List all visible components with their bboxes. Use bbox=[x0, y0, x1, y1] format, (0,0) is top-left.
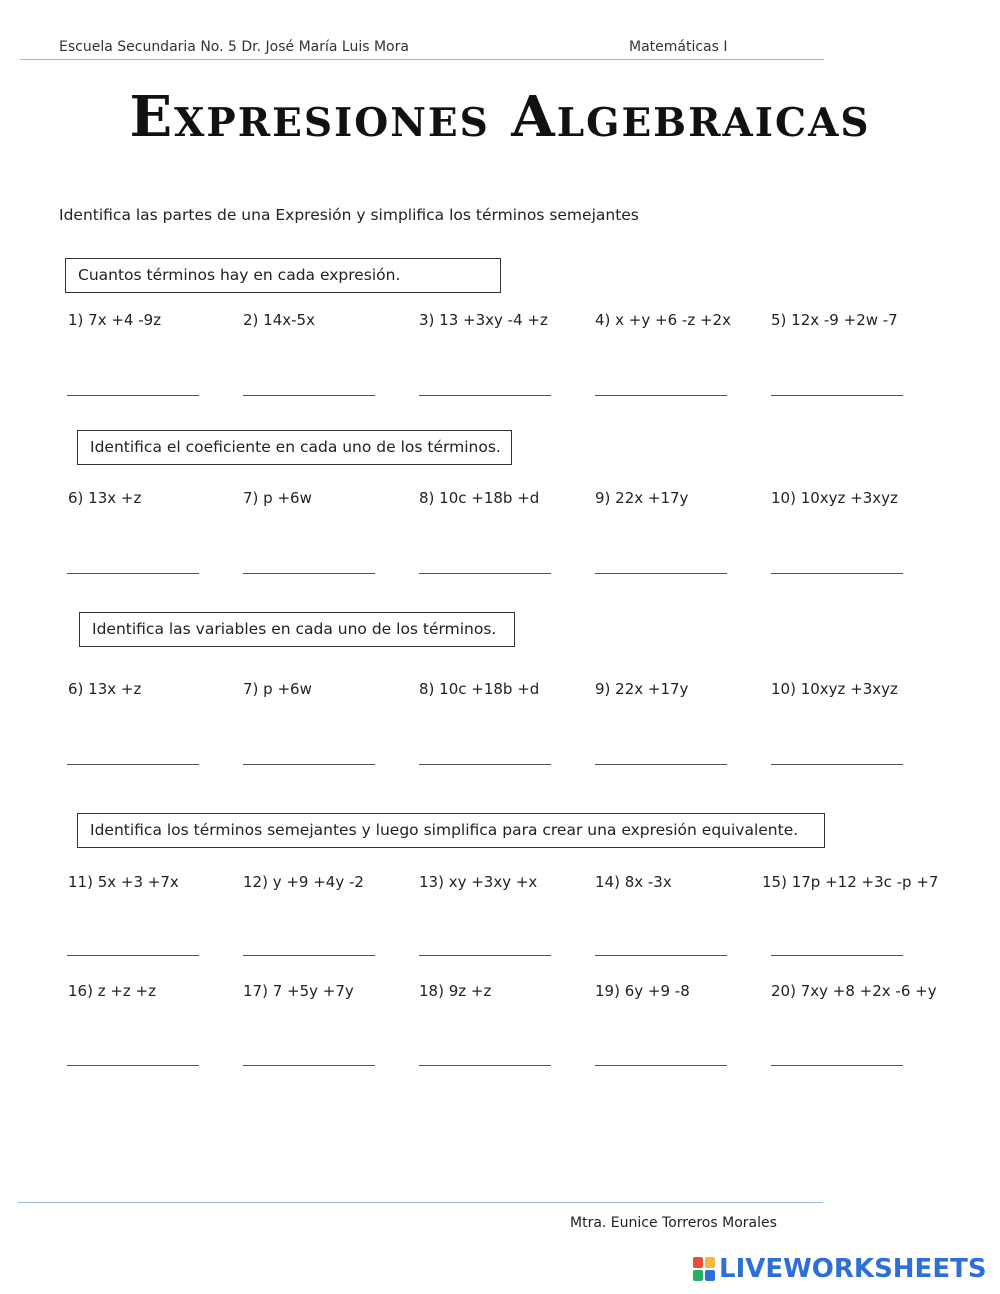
answer-field-16[interactable] bbox=[67, 1047, 199, 1066]
answer-field-12[interactable] bbox=[243, 937, 375, 956]
answer-field-5[interactable] bbox=[771, 377, 903, 396]
exercise-15: 15) 17p +12 +3c -p +7 bbox=[762, 873, 939, 891]
answer-field-20[interactable] bbox=[771, 1047, 903, 1066]
exercise-14: 14) 8x -3x bbox=[595, 873, 672, 891]
exercise-7: 7) p +6w bbox=[243, 489, 312, 507]
answer-field-11[interactable] bbox=[67, 937, 199, 956]
exercise-6b: 6) 13x +z bbox=[68, 680, 142, 698]
liveworksheets-logo[interactable] bbox=[693, 1254, 987, 1284]
exercise-16: 16) z +z +z bbox=[68, 982, 157, 1000]
answer-field-15[interactable] bbox=[771, 937, 903, 956]
answer-field-7b[interactable] bbox=[243, 746, 375, 765]
answer-field-6b[interactable] bbox=[67, 746, 199, 765]
answer-field-9[interactable] bbox=[595, 555, 727, 574]
answer-field-8[interactable] bbox=[419, 555, 551, 574]
answer-field-10[interactable] bbox=[771, 555, 903, 574]
answer-field-18[interactable] bbox=[419, 1047, 551, 1066]
answer-field-4[interactable] bbox=[595, 377, 727, 396]
answer-field-17[interactable] bbox=[243, 1047, 375, 1066]
teacher-name: Mtra. Eunice Torreros Morales bbox=[570, 1215, 777, 1231]
section-2-instruction: Identifica el coeficiente en cada uno de los términos. bbox=[77, 430, 512, 465]
exercise-9: 9) 22x +17y bbox=[595, 489, 689, 507]
answer-field-8b[interactable] bbox=[419, 746, 551, 765]
answer-field-10b[interactable] bbox=[771, 746, 903, 765]
exercise-17: 17) 7 +5y +7y bbox=[243, 982, 354, 1000]
exercise-8b: 8) 10c +18b +d bbox=[419, 680, 540, 698]
answer-field-1[interactable] bbox=[67, 377, 199, 396]
exercise-11: 11) 5x +3 +7x bbox=[68, 873, 179, 891]
answer-field-2[interactable] bbox=[243, 377, 375, 396]
exercise-9b: 9) 22x +17y bbox=[595, 680, 689, 698]
exercise-10: 10) 10xyz +3xyz bbox=[771, 489, 898, 507]
exercise-10b: 10) 10xyz +3xyz bbox=[771, 680, 898, 698]
exercise-1: 1) 7x +4 -9z bbox=[68, 311, 162, 329]
exercise-7b: 7) p +6w bbox=[243, 680, 312, 698]
worksheet-subtitle: Identifica las partes de una Expresión y simplifica los términos semejantes bbox=[59, 206, 639, 224]
exercise-4: 4) x +y +6 -z +2x bbox=[595, 311, 731, 329]
answer-field-14[interactable] bbox=[595, 937, 727, 956]
school-name: Escuela Secundaria No. 5 Dr. José María Luis Mora bbox=[59, 39, 409, 55]
logo-text: LIVEWORKSHEETS bbox=[719, 1254, 987, 1284]
subject-name: Matemáticas I bbox=[629, 39, 728, 55]
exercise-5: 5) 12x -9 +2w -7 bbox=[771, 311, 898, 329]
answer-field-13[interactable] bbox=[419, 937, 551, 956]
section-3-instruction: Identifica las variables en cada uno de los términos. bbox=[79, 612, 515, 647]
exercise-12: 12) y +9 +4y -2 bbox=[243, 873, 364, 891]
exercise-8: 8) 10c +18b +d bbox=[419, 489, 540, 507]
exercise-13: 13) xy +3xy +x bbox=[419, 873, 538, 891]
answer-field-6[interactable] bbox=[67, 555, 199, 574]
page-title: Expresiones Algebraicas bbox=[129, 84, 871, 150]
section-4-instruction: Identifica los términos semejantes y luego simplifica para crear una expresión equivalente. bbox=[77, 813, 825, 848]
exercise-3: 3) 13 +3xy -4 +z bbox=[419, 311, 548, 329]
exercise-19: 19) 6y +9 -8 bbox=[595, 982, 690, 1000]
exercise-2: 2) 14x-5x bbox=[243, 311, 315, 329]
header-divider bbox=[20, 59, 824, 60]
section-1-instruction: Cuantos términos hay en cada expresión. bbox=[65, 258, 501, 293]
answer-field-7[interactable] bbox=[243, 555, 375, 574]
footer-divider bbox=[18, 1202, 823, 1203]
answer-field-3[interactable] bbox=[419, 377, 551, 396]
liveworksheets-logo-icon bbox=[693, 1257, 715, 1281]
exercise-6: 6) 13x +z bbox=[68, 489, 142, 507]
answer-field-9b[interactable] bbox=[595, 746, 727, 765]
exercise-18: 18) 9z +z bbox=[419, 982, 492, 1000]
exercise-20: 20) 7xy +8 +2x -6 +y bbox=[771, 982, 937, 1000]
answer-field-19[interactable] bbox=[595, 1047, 727, 1066]
